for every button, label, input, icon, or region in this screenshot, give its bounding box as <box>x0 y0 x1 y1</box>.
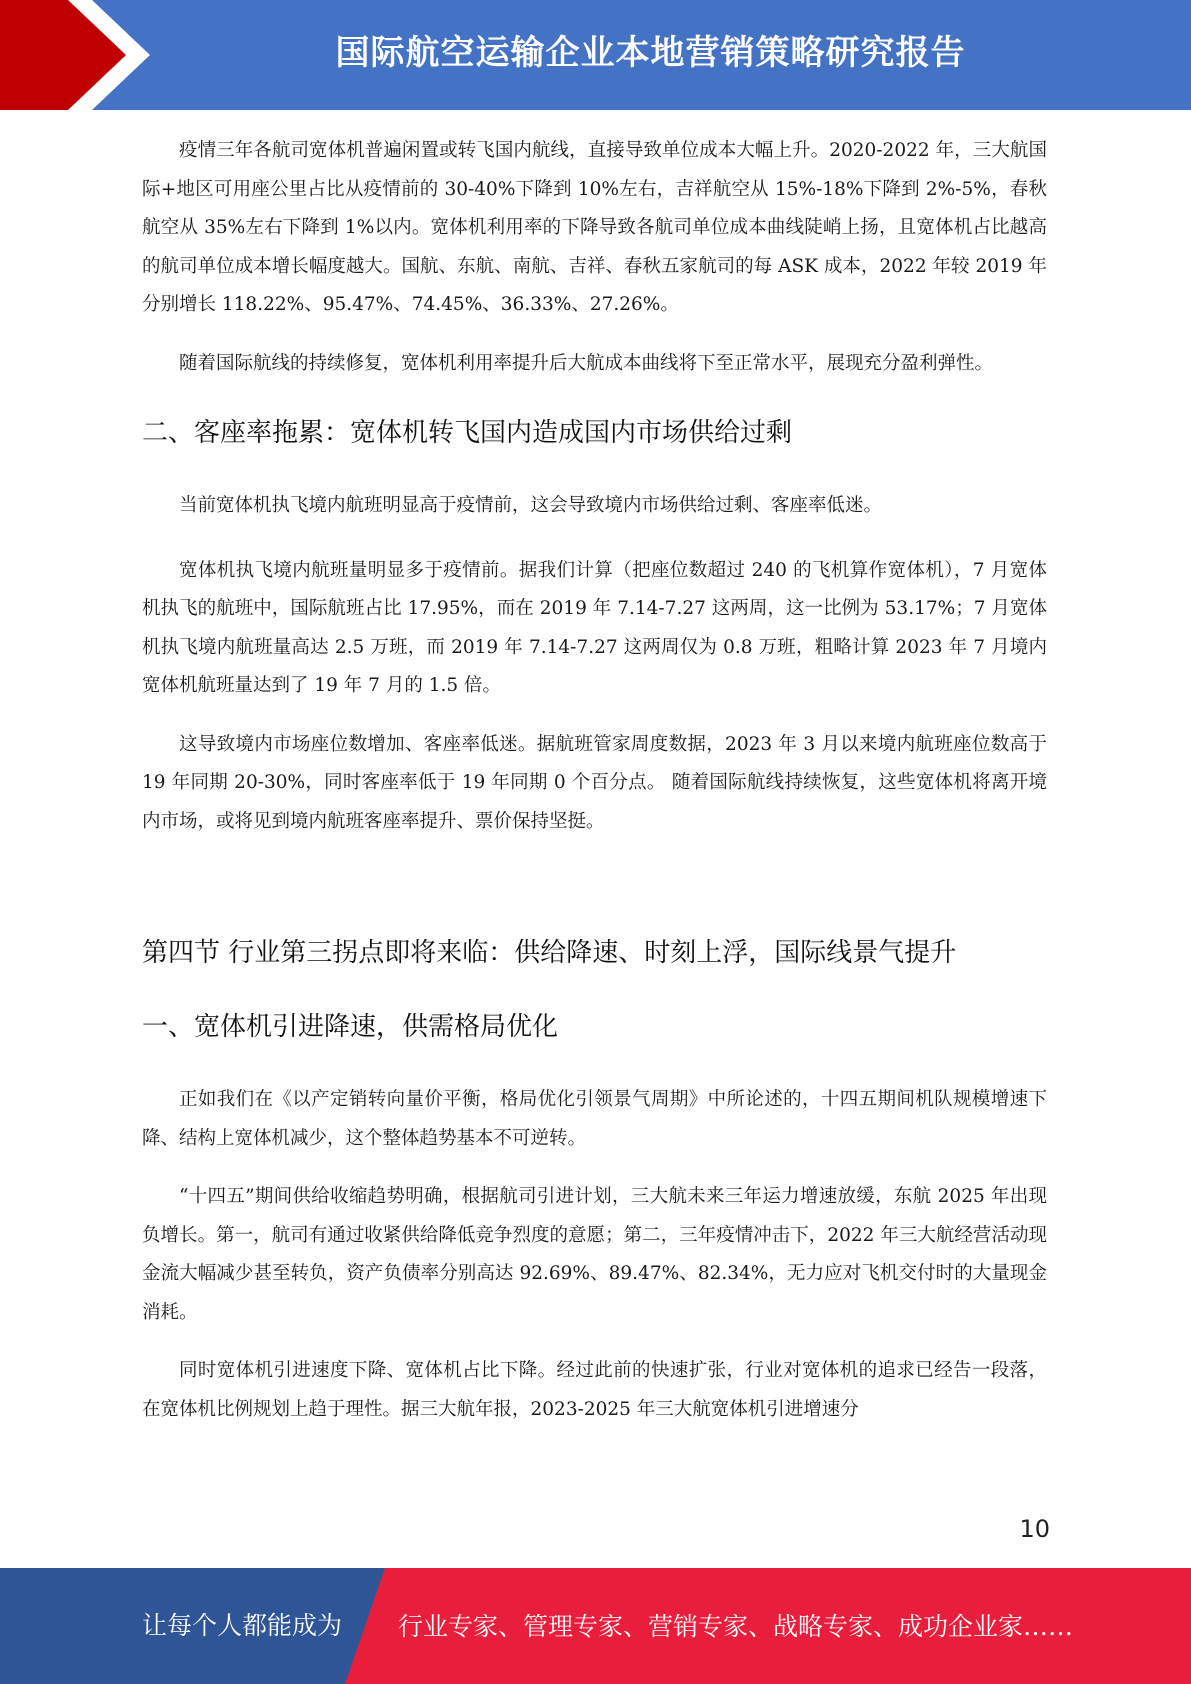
page-header <box>0 0 1191 110</box>
section-heading-load-factor: 二、客座率拖累：宽体机转飞国内造成国内市场供给过剩 <box>142 418 793 448</box>
paragraph-recovery: 随着国际航线的持续修复，宽体机利用率提升后大航成本曲线将下至正常水平，展现充分盈利弹性。 <box>179 352 994 374</box>
paragraph-seat-capacity: 这导致境内市场座位数增加、客座率低迷。据航班管家周度数据，2023 年 3 月以来境内航班座位数高于 19 年同期 20-30%，同时客座率低于 19 年同期 0 个百分点。 随着国际航线持续恢复，这些宽体机将离开境内市场，或将见到境内航班客座率提升、票价保持坚挺。 <box>142 733 1047 832</box>
paragraph-unit-cost: 疫情三年各航司宽体机普遍闲置或转飞国内航线，直接导致单位成本大幅上升。2020-2022 年，三大航国际+地区可用座公里占比从疫情前的 30-40%下降到 10%左右，吉祥航空从 15%-18%下降到 2%-5%，春秋航空从 35%左右下降到 1%以内。宽体机利用率的下降导致各航司单位成本曲线陡峭上扬，且宽体机占比越高的航司单位成本增长幅度越大。国航、东航、南航、吉祥、春秋五家航司的每 ASK 成本，2022 年较 2019 年分别增长 118.22%、95.47%、74.45%、36.33%、27.26%。 <box>142 140 1047 315</box>
section-heading-widebody-slowdown: 一、宽体机引进降速，供需格局优化 <box>142 1012 559 1042</box>
document-title: 国际航空运输企业本地营销策略研究报告 <box>335 33 966 73</box>
paragraph-widebody-introduction: 同时宽体机引进速度下降、宽体机占比下降。经过此前的快速扩张，行业对宽体机的追求已经告一段落，在宽体机比例规划上趋于理性。据三大航年报，2023-2025 年三大航宽体机引进增速分 <box>142 1360 1047 1420</box>
paragraph-supply-contraction: “十四五”期间供给收缩趋势明确，根据航司引进计划，三大航未来三年运力增速放缓，东航 2025 年出现负增长。第一，航司有通过收紧供给降低竞争烈度的意愿；第二，三年疫情冲击下，2022 年三大航经营活动现金流大幅减少甚至转负，资产负债率分别高达 92.69%、89.47%、82.34%，无力应对飞机交付时的大量现金消耗。 <box>142 1186 1047 1323</box>
page-content <box>142 132 1047 1429</box>
paragraph-widebody-flights: 宽体机执飞境内航班量明显多于疫情前。据我们计算（把座位数超过 240 的飞机算作宽体机），7 月宽体机执飞的航班中，国际航班占比 17.95%，而在 2019 年 7.14-7.27 这两周，这一比例为 53.17%；7 月宽体机执飞境内航班量高达 2.5 万班，而 2019 年 7.14-7.27 这两周仅为 0.8 万班，粗略计算 2023 年 7 月境内宽体机航班量达到了 19 年 7 月的 1.5 倍。 <box>142 559 1047 696</box>
page-footer <box>0 1568 1191 1684</box>
footer-slogan-left: 让每个人都能成为 <box>142 1611 343 1640</box>
paragraph-fleet-trend: 正如我们在《以产定销转向量价平衡，格局优化引领景气周期》中所论述的，十四五期间机队规模增速下降、结构上宽体机减少，这个整体趋势基本不可逆转。 <box>142 1089 1047 1149</box>
footer-slogan-right: 行业专家、管理专家、营销专家、战略专家、成功企业家…… <box>398 1612 1074 1641</box>
page-number: 10 <box>1019 1515 1050 1543</box>
chapter-heading-inflection-point: 第四节 行业第三拐点即将来临：供给降速、时刻上浮，国际线景气提升 <box>142 938 957 968</box>
paragraph-domestic-oversupply: 当前宽体机执飞境内航班明显高于疫情前，这会导致境内市场供给过剩、客座率低迷。 <box>179 495 883 516</box>
